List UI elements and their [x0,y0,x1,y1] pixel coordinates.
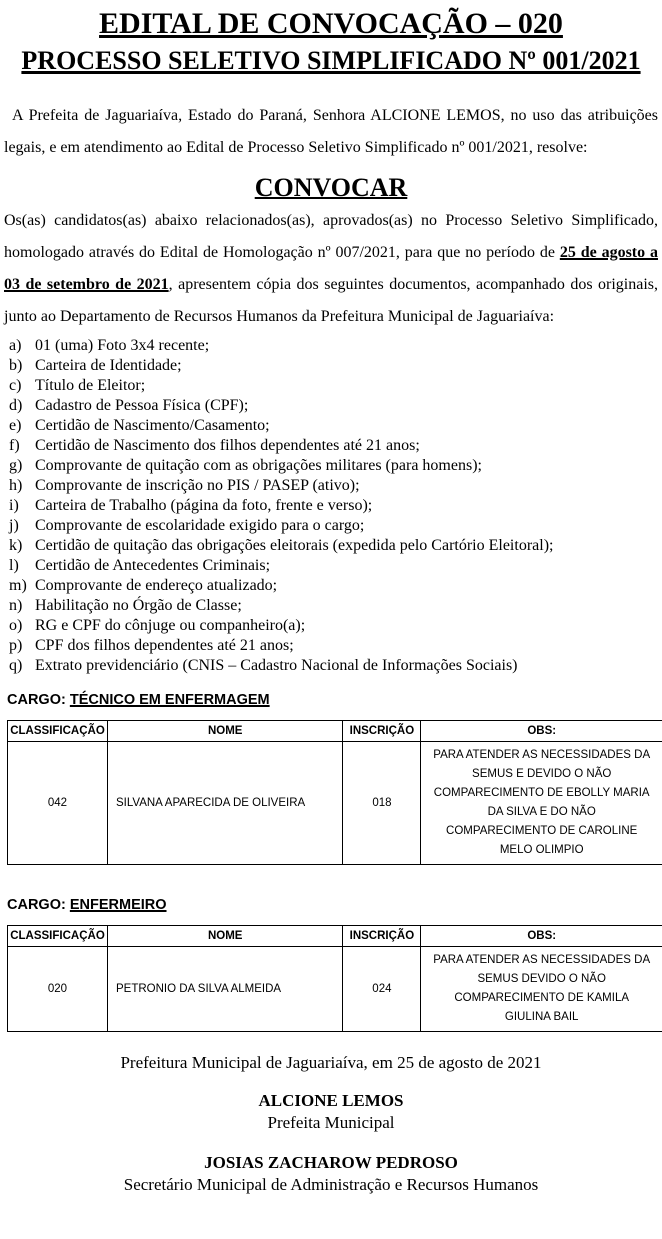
list-item [9,496,658,516]
signature-block-secretario [4,1152,658,1196]
body-paragraph-part1: Os(as) candidatos(as) abaixo relacionados(as), aprovados(as) no Processo Seletivo Simplificado, homologado através do Edital de Homologação nº 007/2021, para que no período de [4,212,658,261]
list-item-text: RG e CPF do cônjuge ou companheiro(a); [35,617,306,634]
list-item-text: Comprovante de quitação com as obrigações militares (para homens); [35,457,482,474]
signature-role: Secretário Municipal de Administração e Recursos Humanos [123,1175,539,1194]
list-item [9,576,658,596]
list-item-letter: h) [9,477,23,494]
list-item-text: Certidão de Nascimento/Casamento; [35,417,270,434]
list-item-letter: a) [9,337,22,354]
body-paragraph-part2: , apresentem cópia dos seguintes documentos, acompanhado dos originais, junto ao Departamento de Recursos Humanos da Prefeitura Municipal de Jaguariaíva: [4,276,658,325]
list-item-text: Cadastro de Pessoa Física (CPF); [35,397,249,414]
list-item-text: Comprovante de inscrição no PIS / PASEP (ativo); [35,477,360,494]
list-item [9,656,658,676]
column-header-obs: OBS: [421,926,662,947]
list-item-letter: c) [9,377,22,394]
list-item-text: Certidão de quitação das obrigações eleitorais (expedida pelo Cartório Eleitoral); [35,537,554,554]
cell-obs: PARA ATENDER AS NECESSIDADES DA SEMUS E DEVIDO O NÃO COMPARECIMENTO DE EBOLLY MARIA DA SILVA E DO NÃO COMPARECIMENTO DE CAROLINE MELO OLIMPIO [421,742,662,865]
list-item-text: Comprovante de escolaridade exigido para o cargo; [35,517,365,534]
list-item-text: Comprovante de endereço atualizado; [35,577,278,594]
list-item-letter: i) [9,497,19,514]
list-item [9,396,658,416]
column-header-inscricao: INSCRIÇÃO [343,721,421,742]
list-item [9,456,658,476]
cargo-name: ENFERMEIRO [69,897,167,913]
list-item [9,556,658,576]
column-header-classificacao: CLASSIFICAÇÃO [8,926,108,947]
list-item [9,476,658,496]
cell-nome: SILVANA APARECIDA DE OLIVEIRA [107,742,342,865]
column-header-classificacao: CLASSIFICAÇÃO [8,721,108,742]
list-item-text: Carteira de Identidade; [35,357,182,374]
cargo-label: CARGO: [7,692,70,708]
section-heading-convocar: CONVOCAR [254,173,408,202]
list-item [9,596,658,616]
cell-classificacao: 020 [8,947,108,1032]
list-item-letter: d) [9,397,23,414]
document-title: EDITAL DE CONVOCAÇÃO – 020 [99,7,563,40]
list-item [9,436,658,456]
required-documents-list [4,336,658,676]
list-item-text: Título de Eleitor; [35,377,146,394]
list-item-letter: p) [9,637,23,654]
table-header-row [8,926,662,947]
table-row [8,947,662,1032]
list-item-text: CPF dos filhos dependentes até 21 anos; [35,637,294,654]
list-item-text: Certidão de Nascimento dos filhos dependentes até 21 anos; [35,437,420,454]
list-item [9,516,658,536]
cell-inscricao: 018 [343,742,421,865]
list-item-text: Extrato previdenciário (CNIS – Cadastro Nacional de Informações Sociais) [35,657,518,674]
cargo-name: TÉCNICO EM ENFERMAGEM [69,692,270,708]
signature-name: JOSIAS ZACHAROW PEDROSO [204,1153,458,1172]
signature-block-prefeita [4,1090,658,1134]
list-item [9,416,658,436]
list-item-letter: f) [9,437,20,454]
list-item [9,336,658,356]
column-header-inscricao: INSCRIÇÃO [343,926,421,947]
list-item-text: Certidão de Antecedentes Criminais; [35,557,271,574]
table-header-row [8,721,662,742]
intro-paragraph: A Prefeita de Jaguariaíva, Estado do Paraná, Senhora ALCIONE LEMOS, no uso das atribuições legais, e em atendimento ao Edital de Processo Seletivo Simplificado nº 001/2021, resolve: [4,107,658,156]
list-item-letter: k) [9,537,23,554]
signature-role: Prefeita Municipal [267,1113,395,1132]
list-item [9,636,658,656]
column-header-nome: NOME [107,721,342,742]
list-item-letter: j) [9,517,19,534]
cargo-heading-enfermeiro [7,897,658,913]
cargo-heading-tecnico-em-enfermagem [7,692,658,708]
list-item-letter: b) [9,357,23,374]
roster-table-enfermeiro [7,925,662,1032]
cell-classificacao: 042 [8,742,108,865]
list-item-text: Carteira de Trabalho (página da foto, frente e verso); [35,497,373,514]
cell-inscricao: 024 [343,947,421,1032]
document-subtitle: PROCESSO SELETIVO SIMPLIFICADO Nº 001/2021 [21,46,641,75]
list-item-letter: q) [9,657,23,674]
list-item-letter: o) [9,617,23,634]
cargo-label: CARGO: [7,897,70,913]
document-footer [4,1052,658,1196]
list-item-letter: e) [9,417,22,434]
column-header-nome: NOME [107,926,342,947]
cell-nome: PETRONIO DA SILVA ALMEIDA [107,947,342,1032]
dateline: Prefeitura Municipal de Jaguariaíva, em 25 de agosto de 2021 [120,1053,542,1072]
cell-obs: PARA ATENDER AS NECESSIDADES DA SEMUS DEVIDO O NÃO COMPARECIMENTO DE KAMILA GIULINA BAIL [421,947,662,1032]
list-item-letter: m) [9,577,27,594]
signature-name: ALCIONE LEMOS [258,1091,404,1110]
list-item-text: Habilitação no Órgão de Classe; [35,597,242,614]
body-paragraph-period-highlight: 25 de agosto a 03 de setembro de 2021 [4,244,659,293]
list-item-letter: l) [9,557,19,574]
list-item-letter: n) [9,597,23,614]
list-item [9,536,658,556]
body-paragraph [4,205,658,333]
column-header-obs: OBS: [421,721,662,742]
list-item-text: 01 (uma) Foto 3x4 recente; [35,337,210,354]
table-row [8,742,662,865]
list-item-letter: g) [9,457,23,474]
roster-table-tecnico-em-enfermagem [7,720,662,865]
list-item [9,356,658,376]
list-item [9,376,658,396]
list-item [9,616,658,636]
